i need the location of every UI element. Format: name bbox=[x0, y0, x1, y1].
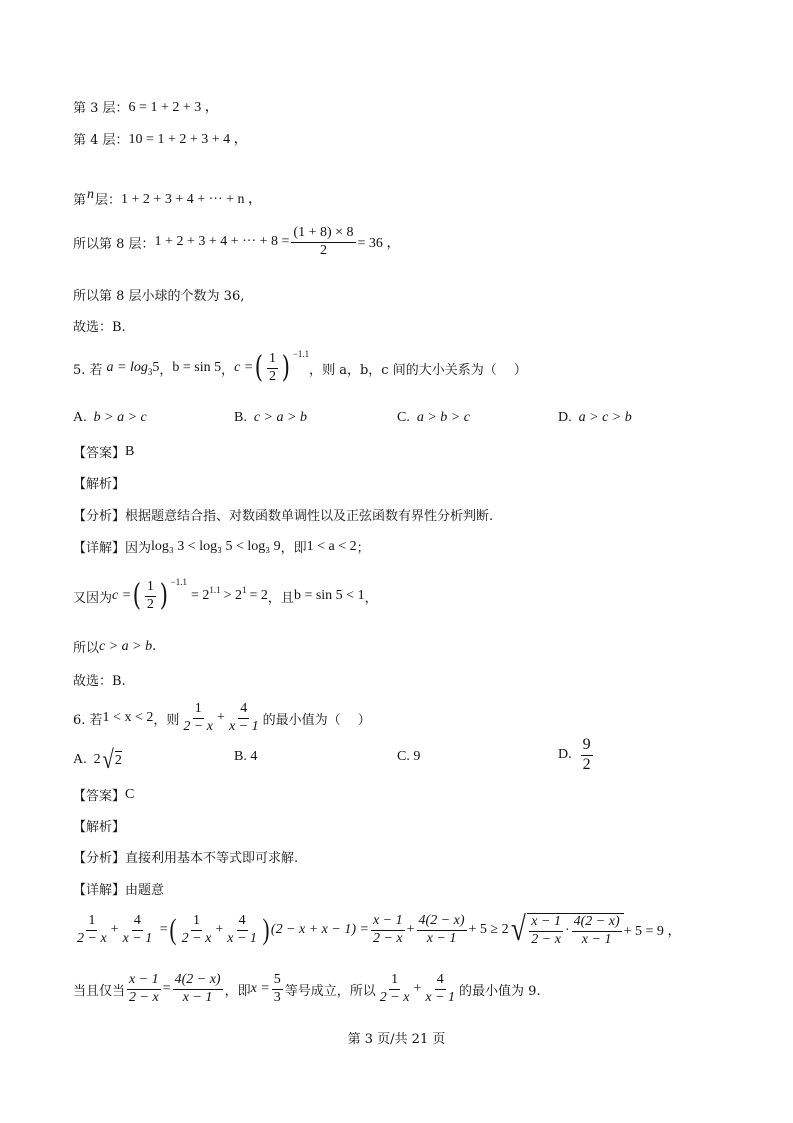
denominator: x − 1 bbox=[581, 931, 612, 947]
denominator: 3 bbox=[273, 989, 281, 1005]
math: > 2 bbox=[223, 588, 243, 604]
paren-left: ( bbox=[132, 578, 142, 614]
paren-right: ) bbox=[281, 350, 291, 386]
option-letter: D. bbox=[558, 747, 572, 763]
math: 5 bbox=[152, 360, 160, 376]
math: = 2 bbox=[190, 588, 210, 604]
text: 第 bbox=[73, 192, 87, 208]
fraction bbox=[572, 915, 622, 947]
numerator: 1 bbox=[86, 914, 97, 931]
fraction bbox=[272, 973, 283, 1005]
fraction bbox=[378, 973, 412, 1005]
numerator: 1 bbox=[389, 973, 400, 990]
math: b = sin 5 bbox=[172, 360, 222, 376]
numerator: 4 bbox=[237, 914, 248, 931]
denominator: 2 bbox=[269, 368, 277, 384]
option-letter: C. bbox=[397, 410, 410, 425]
fraction bbox=[225, 914, 259, 946]
text: 等号成立，所以 bbox=[284, 983, 376, 999]
option-value: b > a > c bbox=[93, 410, 147, 425]
text: 因为 bbox=[125, 541, 152, 556]
answer-value: C bbox=[125, 786, 135, 802]
text: 第 3 层： bbox=[73, 100, 129, 116]
q6-big-equation bbox=[73, 911, 681, 949]
fraction bbox=[417, 914, 467, 946]
q6-stem bbox=[73, 702, 371, 734]
denominator: 2 − x bbox=[531, 931, 561, 947]
fraction bbox=[227, 702, 261, 734]
paren-left: ( bbox=[255, 350, 264, 386]
text: 5. 若 bbox=[73, 362, 103, 378]
math: · bbox=[564, 923, 570, 938]
fraction bbox=[291, 226, 355, 258]
fraction bbox=[423, 973, 457, 1005]
text: 故选：B. bbox=[73, 674, 126, 689]
q5-xiangjie-3 bbox=[73, 637, 156, 656]
math: + bbox=[413, 981, 422, 997]
math: c > a > b bbox=[99, 638, 153, 654]
math: = bbox=[162, 981, 171, 997]
exponent: 1.1 bbox=[209, 585, 221, 596]
analysis-tag: 【解析】 bbox=[73, 820, 126, 835]
denominator: x − 1 bbox=[228, 718, 259, 734]
text: 的最小值为 9. bbox=[459, 983, 541, 999]
text: 所以第 8 层小球的个数为 36, bbox=[73, 289, 245, 304]
text: 第 4 层： bbox=[73, 132, 129, 148]
text: ， bbox=[221, 362, 235, 378]
exponent: −1.1 bbox=[292, 349, 310, 360]
text: 所以第 8 层： bbox=[73, 236, 155, 252]
fraction bbox=[127, 973, 161, 1005]
text: 当且仅当 bbox=[73, 983, 126, 999]
numerator: 4(2 − x) bbox=[173, 973, 223, 990]
exponent: −1.1 bbox=[170, 577, 187, 588]
radicand bbox=[527, 913, 623, 947]
math: + bbox=[217, 710, 225, 726]
xiangjie-tag: 【详解】 bbox=[73, 541, 126, 556]
q5-stem bbox=[73, 349, 527, 386]
denominator: x − 1 bbox=[182, 989, 213, 1005]
numerator: 5 bbox=[272, 973, 283, 990]
math: x = bbox=[250, 981, 270, 997]
text: ； bbox=[356, 541, 370, 556]
line-layer-4 bbox=[73, 128, 248, 148]
numerator: 4 bbox=[132, 914, 143, 931]
text: ，则 bbox=[153, 712, 180, 728]
q6-xiangjie bbox=[73, 879, 164, 898]
numerator: 4(2 − x) bbox=[572, 915, 622, 932]
q6-analysis-tag bbox=[73, 816, 125, 835]
fraction bbox=[145, 580, 156, 612]
numerator: 4 bbox=[435, 973, 446, 990]
fenxi-text: 直接利用基本不等式即可求解. bbox=[125, 851, 299, 866]
math: + bbox=[406, 922, 415, 937]
option-value: c > a > b bbox=[253, 410, 307, 425]
line-choose bbox=[73, 316, 126, 335]
fraction bbox=[529, 915, 563, 947]
text: ，则 a，b，c 间的大小关系为（ ） bbox=[309, 362, 527, 378]
option-value: a > b > c bbox=[416, 410, 470, 425]
denominator: 2 − x bbox=[77, 930, 107, 946]
q6-option-d[interactable] bbox=[558, 737, 595, 774]
math: b = sin 5 < 1 bbox=[293, 588, 365, 604]
numerator: x − 1 bbox=[529, 915, 563, 932]
exponent: 1 bbox=[242, 585, 247, 596]
answer-tag: 【答案】 bbox=[73, 789, 126, 804]
answer-value: B bbox=[125, 443, 135, 459]
numerator: 1 bbox=[193, 702, 204, 719]
denominator: 2 bbox=[319, 242, 327, 258]
radicand: 2 bbox=[114, 753, 122, 768]
math: 1 + 2 + 3 + 4 + ··· + 8 = bbox=[154, 234, 290, 250]
numerator: x − 1 bbox=[127, 973, 161, 990]
text: ， bbox=[364, 590, 378, 606]
text: 由题意 bbox=[125, 883, 165, 898]
math: 1 + 2 + 3 + 4 + ··· + n ， bbox=[121, 192, 262, 207]
q5-fenxi bbox=[73, 505, 493, 524]
analysis-tag: 【解析】 bbox=[73, 477, 126, 492]
fraction bbox=[371, 914, 405, 946]
answer-tag: 【答案】 bbox=[73, 446, 126, 461]
numerator: 4 bbox=[238, 702, 249, 719]
fraction bbox=[173, 973, 223, 1005]
denominator: 2 bbox=[582, 755, 591, 773]
text: ，即 bbox=[224, 983, 251, 999]
q6-answer bbox=[73, 785, 134, 804]
numerator: 9 bbox=[581, 737, 593, 756]
option-letter: A. bbox=[73, 410, 87, 425]
q6-option-b[interactable] bbox=[234, 749, 257, 765]
text: 6. 若 bbox=[73, 712, 103, 728]
q5-xiangjie-1 bbox=[73, 537, 370, 556]
math: + bbox=[215, 922, 224, 937]
math: = 2 bbox=[249, 588, 268, 604]
denominator: 2 − x bbox=[379, 989, 410, 1005]
math: = 36 ， bbox=[357, 236, 401, 252]
math: 1 < a < 2 bbox=[306, 538, 357, 554]
option-label: C. 9 bbox=[397, 749, 421, 764]
q5-option-c[interactable] bbox=[397, 410, 470, 426]
denominator: x − 1 bbox=[425, 989, 456, 1005]
math: 1 < x < 2 bbox=[102, 710, 154, 726]
math: + 5 = 9 ， bbox=[623, 924, 682, 939]
numerator: (1 + 8) × 8 bbox=[291, 226, 355, 243]
denominator: x − 1 bbox=[122, 930, 153, 946]
math: c = bbox=[234, 360, 254, 376]
xiangjie-tag: 【详解】 bbox=[73, 883, 126, 898]
option-letter: D. bbox=[558, 410, 572, 425]
fraction bbox=[181, 702, 215, 734]
option-label: B. 4 bbox=[234, 749, 258, 764]
math: 6 = 1 + 2 + 3 ， bbox=[128, 100, 219, 115]
line-layer-8 bbox=[73, 226, 400, 258]
numerator: 4(2 − x) bbox=[417, 914, 467, 931]
paren-right: ) bbox=[159, 578, 168, 614]
numerator: 1 bbox=[145, 580, 156, 597]
fraction bbox=[75, 914, 109, 946]
denominator: x − 1 bbox=[426, 930, 457, 946]
text: 的最小值为（ ） bbox=[262, 712, 371, 728]
line-count bbox=[73, 285, 244, 304]
text: ，即 bbox=[280, 541, 307, 556]
text: 又因为 bbox=[73, 590, 113, 606]
math: (2 − x + x − 1) = bbox=[270, 922, 369, 937]
text: . bbox=[152, 639, 157, 654]
fenxi-tag: 【分析】 bbox=[73, 851, 126, 866]
denominator: x − 1 bbox=[227, 930, 257, 946]
fenxi-text: 根据题意结合指、对数函数单调性以及正弦函数有界性分析判断. bbox=[125, 509, 494, 524]
q6-fenxi bbox=[73, 847, 298, 866]
math: 10 = 1 + 2 + 3 + 4 ， bbox=[128, 132, 248, 147]
q5-option-a[interactable] bbox=[73, 410, 147, 426]
text: ，且 bbox=[267, 590, 294, 606]
q5-option-b[interactable] bbox=[234, 410, 307, 426]
text: 所以 bbox=[73, 641, 100, 656]
line-layer-n bbox=[73, 188, 262, 208]
page-footer: 第 3 页/共 21 页 bbox=[347, 1032, 446, 1047]
q5-option-d[interactable] bbox=[558, 410, 632, 426]
math: log₃ 3 < log₃ 5 < log₃ 9 bbox=[151, 538, 281, 554]
q5-analysis-tag bbox=[73, 473, 125, 492]
text: 故选：B. bbox=[73, 320, 126, 335]
math-n: n bbox=[87, 187, 95, 202]
option-letter: A. bbox=[73, 752, 87, 767]
denominator: 2 − x bbox=[372, 930, 403, 946]
text: ， bbox=[159, 362, 173, 378]
math: + 5 ≥ 2 bbox=[468, 922, 509, 937]
fenxi-tag: 【分析】 bbox=[73, 509, 126, 524]
q6-last-line bbox=[73, 973, 541, 1005]
numerator: x − 1 bbox=[371, 914, 405, 931]
fraction bbox=[267, 352, 278, 384]
q5-xiangjie-2 bbox=[73, 577, 378, 614]
denominator: 2 − x bbox=[181, 930, 212, 946]
math: a = log bbox=[106, 360, 148, 376]
sqrt: √ $\frac{x - 1}{2 - x}$ · $\frac{4(2 - x)}{x - 1}$ bbox=[509, 911, 624, 949]
paren-left: ( bbox=[169, 913, 177, 946]
numerator: 1 bbox=[191, 914, 202, 931]
q5-choose bbox=[73, 670, 126, 689]
line-layer-3 bbox=[73, 96, 219, 116]
math: c = bbox=[112, 588, 132, 604]
sqrt: √ 2 bbox=[102, 745, 122, 774]
math-sub: 3 bbox=[147, 367, 153, 378]
denominator: 2 − x bbox=[129, 989, 159, 1005]
fraction bbox=[581, 737, 593, 774]
text: 层： bbox=[95, 192, 122, 208]
q6-option-a[interactable] bbox=[73, 745, 122, 775]
denominator: 2 bbox=[146, 596, 154, 612]
math: + bbox=[110, 922, 119, 937]
paren-right: ) bbox=[262, 913, 270, 946]
option-value: a > c > b bbox=[578, 410, 632, 425]
denominator: 2 − x bbox=[183, 718, 214, 734]
fraction bbox=[121, 914, 155, 946]
numerator: 1 bbox=[267, 352, 278, 369]
q5-answer bbox=[73, 442, 134, 461]
option-letter: B. bbox=[234, 410, 247, 425]
q6-option-c[interactable] bbox=[397, 749, 420, 765]
fraction bbox=[180, 914, 214, 946]
option-value: 2 bbox=[93, 752, 101, 767]
math: = bbox=[156, 922, 168, 937]
